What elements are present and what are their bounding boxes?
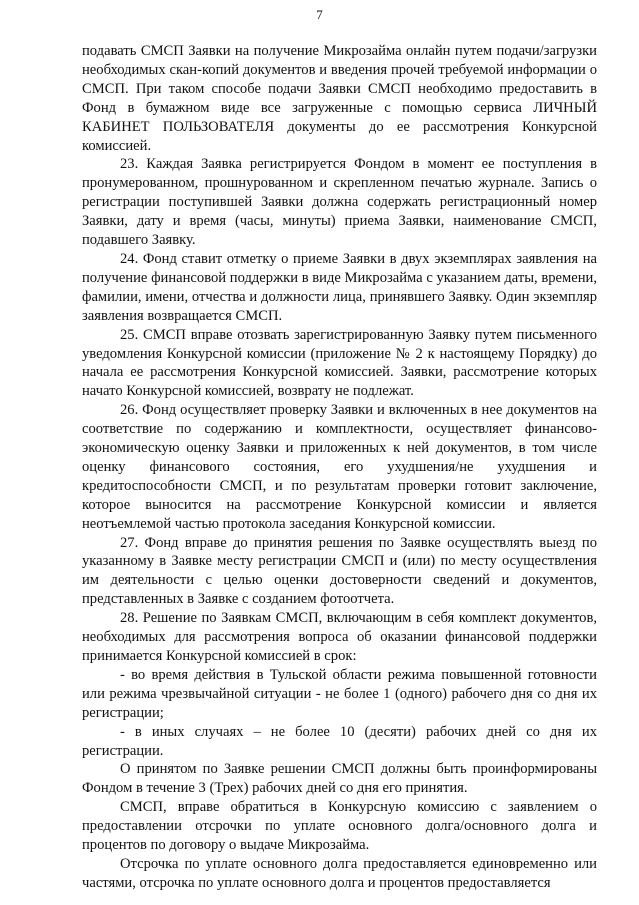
paragraph-deferral-terms: Отсрочка по уплате основного долга предоставляется единовременно или частями, отсрочка по уплате основного долга и процентов предоставляется	[82, 855, 597, 891]
paragraph-27: 27. Фонд вправе до принятия решения по Заявке осуществлять выезд по указанному в Заявке месту регистрации СМСП и (или) по месту осуществления им деятельности с целью оценки достоверности сведений и документов, представленных в Заявке с созданием фотоотчета.	[82, 534, 597, 608]
paragraph-23: 23. Каждая Заявка регистрируется Фондом в момент ее поступления в пронумерованном, прошнурованном и скрепленном печатью журнале. Запись о регистрации поступившей Заявки должна содержать регистрационный номер Заявки, дату и время (часы, минуты) приема Заявки, наименование СМСП, подавшего Заявку.	[82, 156, 597, 249]
paragraph-25: 25. СМСП вправе отозвать зарегистрированную Заявку путем письменного уведомления Конкурсной комиссии (приложение № 2 к настоящему Порядку) до начала ее рассмотрения Конкурсной комиссией. Заявки, рассмотрение которых начато Конкурсной комиссией, возврату не подлежат.	[82, 326, 597, 400]
paragraph-28: 28. Решение по Заявкам СМСП, включающим в себя комплект документов, необходимых для рассмотрения вопроса об оказании финансовой поддержки принимается Конкурсной комиссией в срок:	[82, 610, 597, 664]
paragraph-26: 26. Фонд осуществляет проверку Заявки и включенных в нее документов на соответствие по содержанию и комплектности, осуществляет финансово-экономическую оценку Заявки и приложенных к ней документов, в том числе оценку финансового состояния, его ухудшения/не ухудшения и кредитоспособности СМСП, и по результатам проверки готовит заключение, которое выносится на рассмотрение Конкурсной комиссии и является неотъемлемой частью протокола заседания Конкурсной комиссии.	[82, 402, 597, 532]
document-body	[82, 42, 597, 893]
paragraph-notification: О принятом по Заявке решении СМСП должны быть проинформированы Фондом в течение 3 (Трех) рабочих дней со дня его принятия.	[82, 761, 597, 797]
page-number: 7	[316, 7, 323, 22]
paragraph-continuation: подавать СМСП Заявки на получение Микрозайма онлайн путем подачи/загрузки необходимых скан-копий документов и введения прочей требуемой информации о СМСП. При таком способе подачи Заявки СМСП необходимо предоставить в Фонд в бумажном виде все загруженные с помощью сервиса ЛИЧНЫЙ КАБИНЕТ ПОЛЬЗОВАТЕЛЯ документы до ее рассмотрения Конкурсной комиссией.	[82, 43, 597, 154]
paragraph-deferral-request: СМСП, вправе обратиться в Конкурсную комиссию с заявлением о предоставлении отсрочки по уплате основного долга/основного долга и процентов по договору о выдаче Микрозайма.	[82, 799, 597, 854]
paragraph-24: 24. Фонд ставит отметку о приеме Заявки в двух экземплярах заявления на получение финансовой поддержки в виде Микрозайма с указанием даты, времени, фамилии, имени, отчества и должности лица, принявшего Заявку. Один экземпляр заявления возвращается СМСП.	[82, 250, 597, 324]
list-item-other-cases: - в иных случаях – не более 10 (десяти) рабочих дней со дня их регистрации.	[82, 723, 597, 759]
list-item-emergency: - во время действия в Тульской области режима повышенной готовности или режима чрезвычайной ситуации - не более 1 (одного) рабочего дня со дня их регистрации;	[82, 666, 597, 721]
